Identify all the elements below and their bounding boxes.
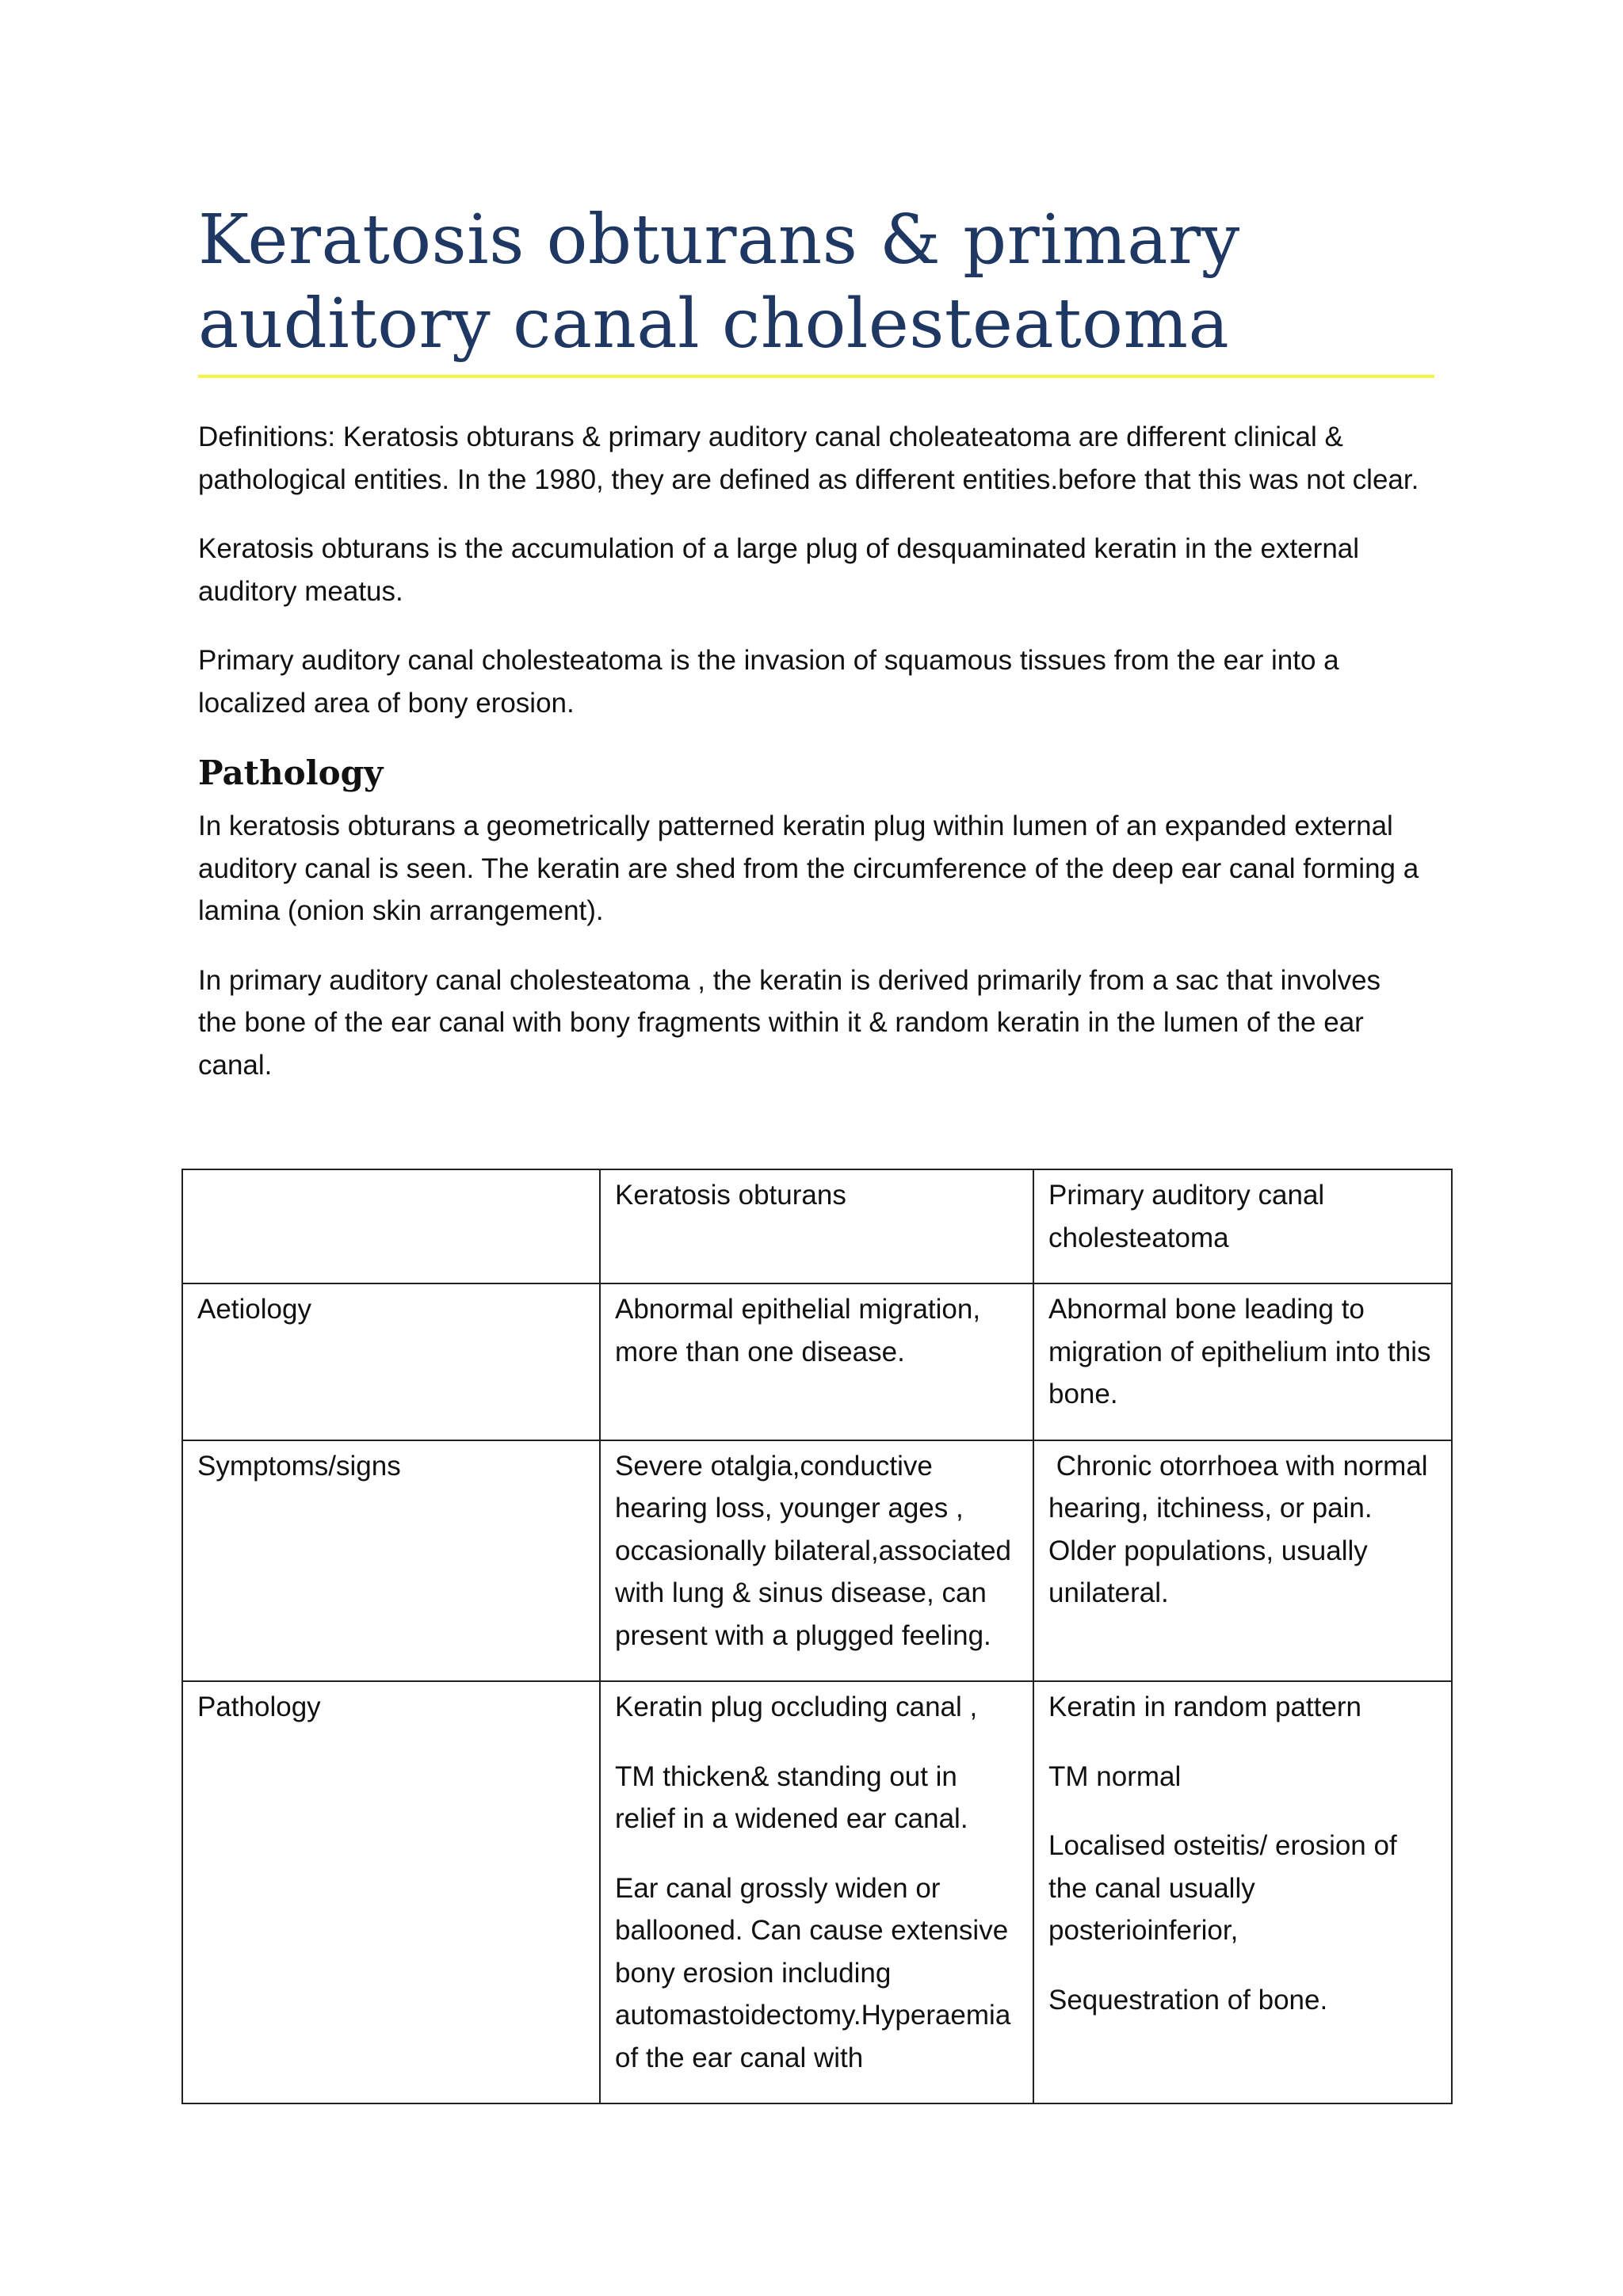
cell-symptoms-pacc xyxy=(1033,1440,1452,1682)
keratosis-definition-paragraph: Keratosis obturans is the accumulation of a large plug of desquaminated keratin in the external auditory meatus. xyxy=(198,533,1360,607)
cell-text: TM normal xyxy=(1048,1760,1182,1792)
page-title: Keratosis obturans & primary auditory canal cholesteatoma xyxy=(198,200,1240,364)
cell-text: Ear canal grossly widen or ballooned. Can cause extensive bony erosion including automastoidectomy.Hyperaemia of the ear canal with xyxy=(615,1872,1011,2073)
comparison-table xyxy=(181,1169,1453,2104)
cell-pathology-ko xyxy=(600,1681,1033,2103)
row-label-aetiology: Aetiology xyxy=(182,1283,600,1440)
cell-pathology-pacc xyxy=(1033,1681,1452,2103)
cell-text: Chronic otorrhoea with normal hearing, itchiness, or pain. Older populations, usually unilateral. xyxy=(1048,1450,1436,1608)
row-label-symptoms: Symptoms/signs xyxy=(182,1440,600,1682)
cell-text: Sequestration of bone. xyxy=(1048,1984,1328,2016)
cell-aetiology-ko xyxy=(600,1283,1033,1440)
cell-text: Keratin plug occluding canal , xyxy=(615,1691,978,1722)
cell-text: Localised osteitis/ erosion of the canal usually posterioinferior, xyxy=(1048,1830,1397,1946)
cell-symptoms-ko xyxy=(600,1440,1033,1682)
cell-text: Abnormal epithelial migration, more than one disease. xyxy=(615,1294,981,1367)
header-cell-empty xyxy=(182,1169,600,1283)
table-row xyxy=(182,1681,1452,2103)
definitions-paragraph: Definitions: Keratosis obturans & primary auditory canal choleateatoma are different clinical & pathological entities. In the 1980, they are defined as different entities.before that this was not clear. xyxy=(198,421,1419,495)
cell-aetiology-pacc xyxy=(1033,1283,1452,1440)
cell-text: Severe otalgia,conductive hearing loss, younger ages , occasionally bilateral,associated with lung & sinus disease, can present with a plugged feeling. xyxy=(615,1450,1011,1651)
table-row xyxy=(182,1283,1452,1440)
cell-text: TM thicken& standing out in relief in a widened ear canal. xyxy=(615,1760,968,1834)
table-header-row xyxy=(182,1169,1452,1283)
row-label-pathology: Pathology xyxy=(182,1681,600,2103)
header-cell-primary-canal-cholesteatoma: Primary auditory canal cholesteatoma xyxy=(1033,1169,1452,1283)
cholesteatoma-definition-paragraph: Primary auditory canal cholesteatoma is the invasion of squamous tissues from the ear into a localized area of bony erosion. xyxy=(198,645,1339,719)
pathology-heading: Pathology xyxy=(198,753,384,792)
header-cell-keratosis-obturans: Keratosis obturans xyxy=(600,1169,1033,1283)
pathology-keratosis-paragraph: In keratosis obturans a geometrically patterned keratin plug within lumen of an expanded external auditory canal is seen. The keratin are shed from the circumference of the deep ear canal forming a lamina (onion skin arrangement). xyxy=(198,810,1419,926)
cell-text: Keratin in random pattern xyxy=(1048,1691,1361,1722)
table-row xyxy=(182,1440,1452,1682)
cell-text: Abnormal bone leading to migration of epithelium into this bone. xyxy=(1048,1294,1431,1409)
body-text xyxy=(198,416,1426,1113)
title-underline xyxy=(198,375,1434,378)
pathology-cholesteatoma-paragraph: In primary auditory canal cholesteatoma , the keratin is derived primarily from a sac that involves the bone of the ear canal with bony fragments within it & random keratin in the lumen of the ear canal. xyxy=(198,964,1381,1081)
